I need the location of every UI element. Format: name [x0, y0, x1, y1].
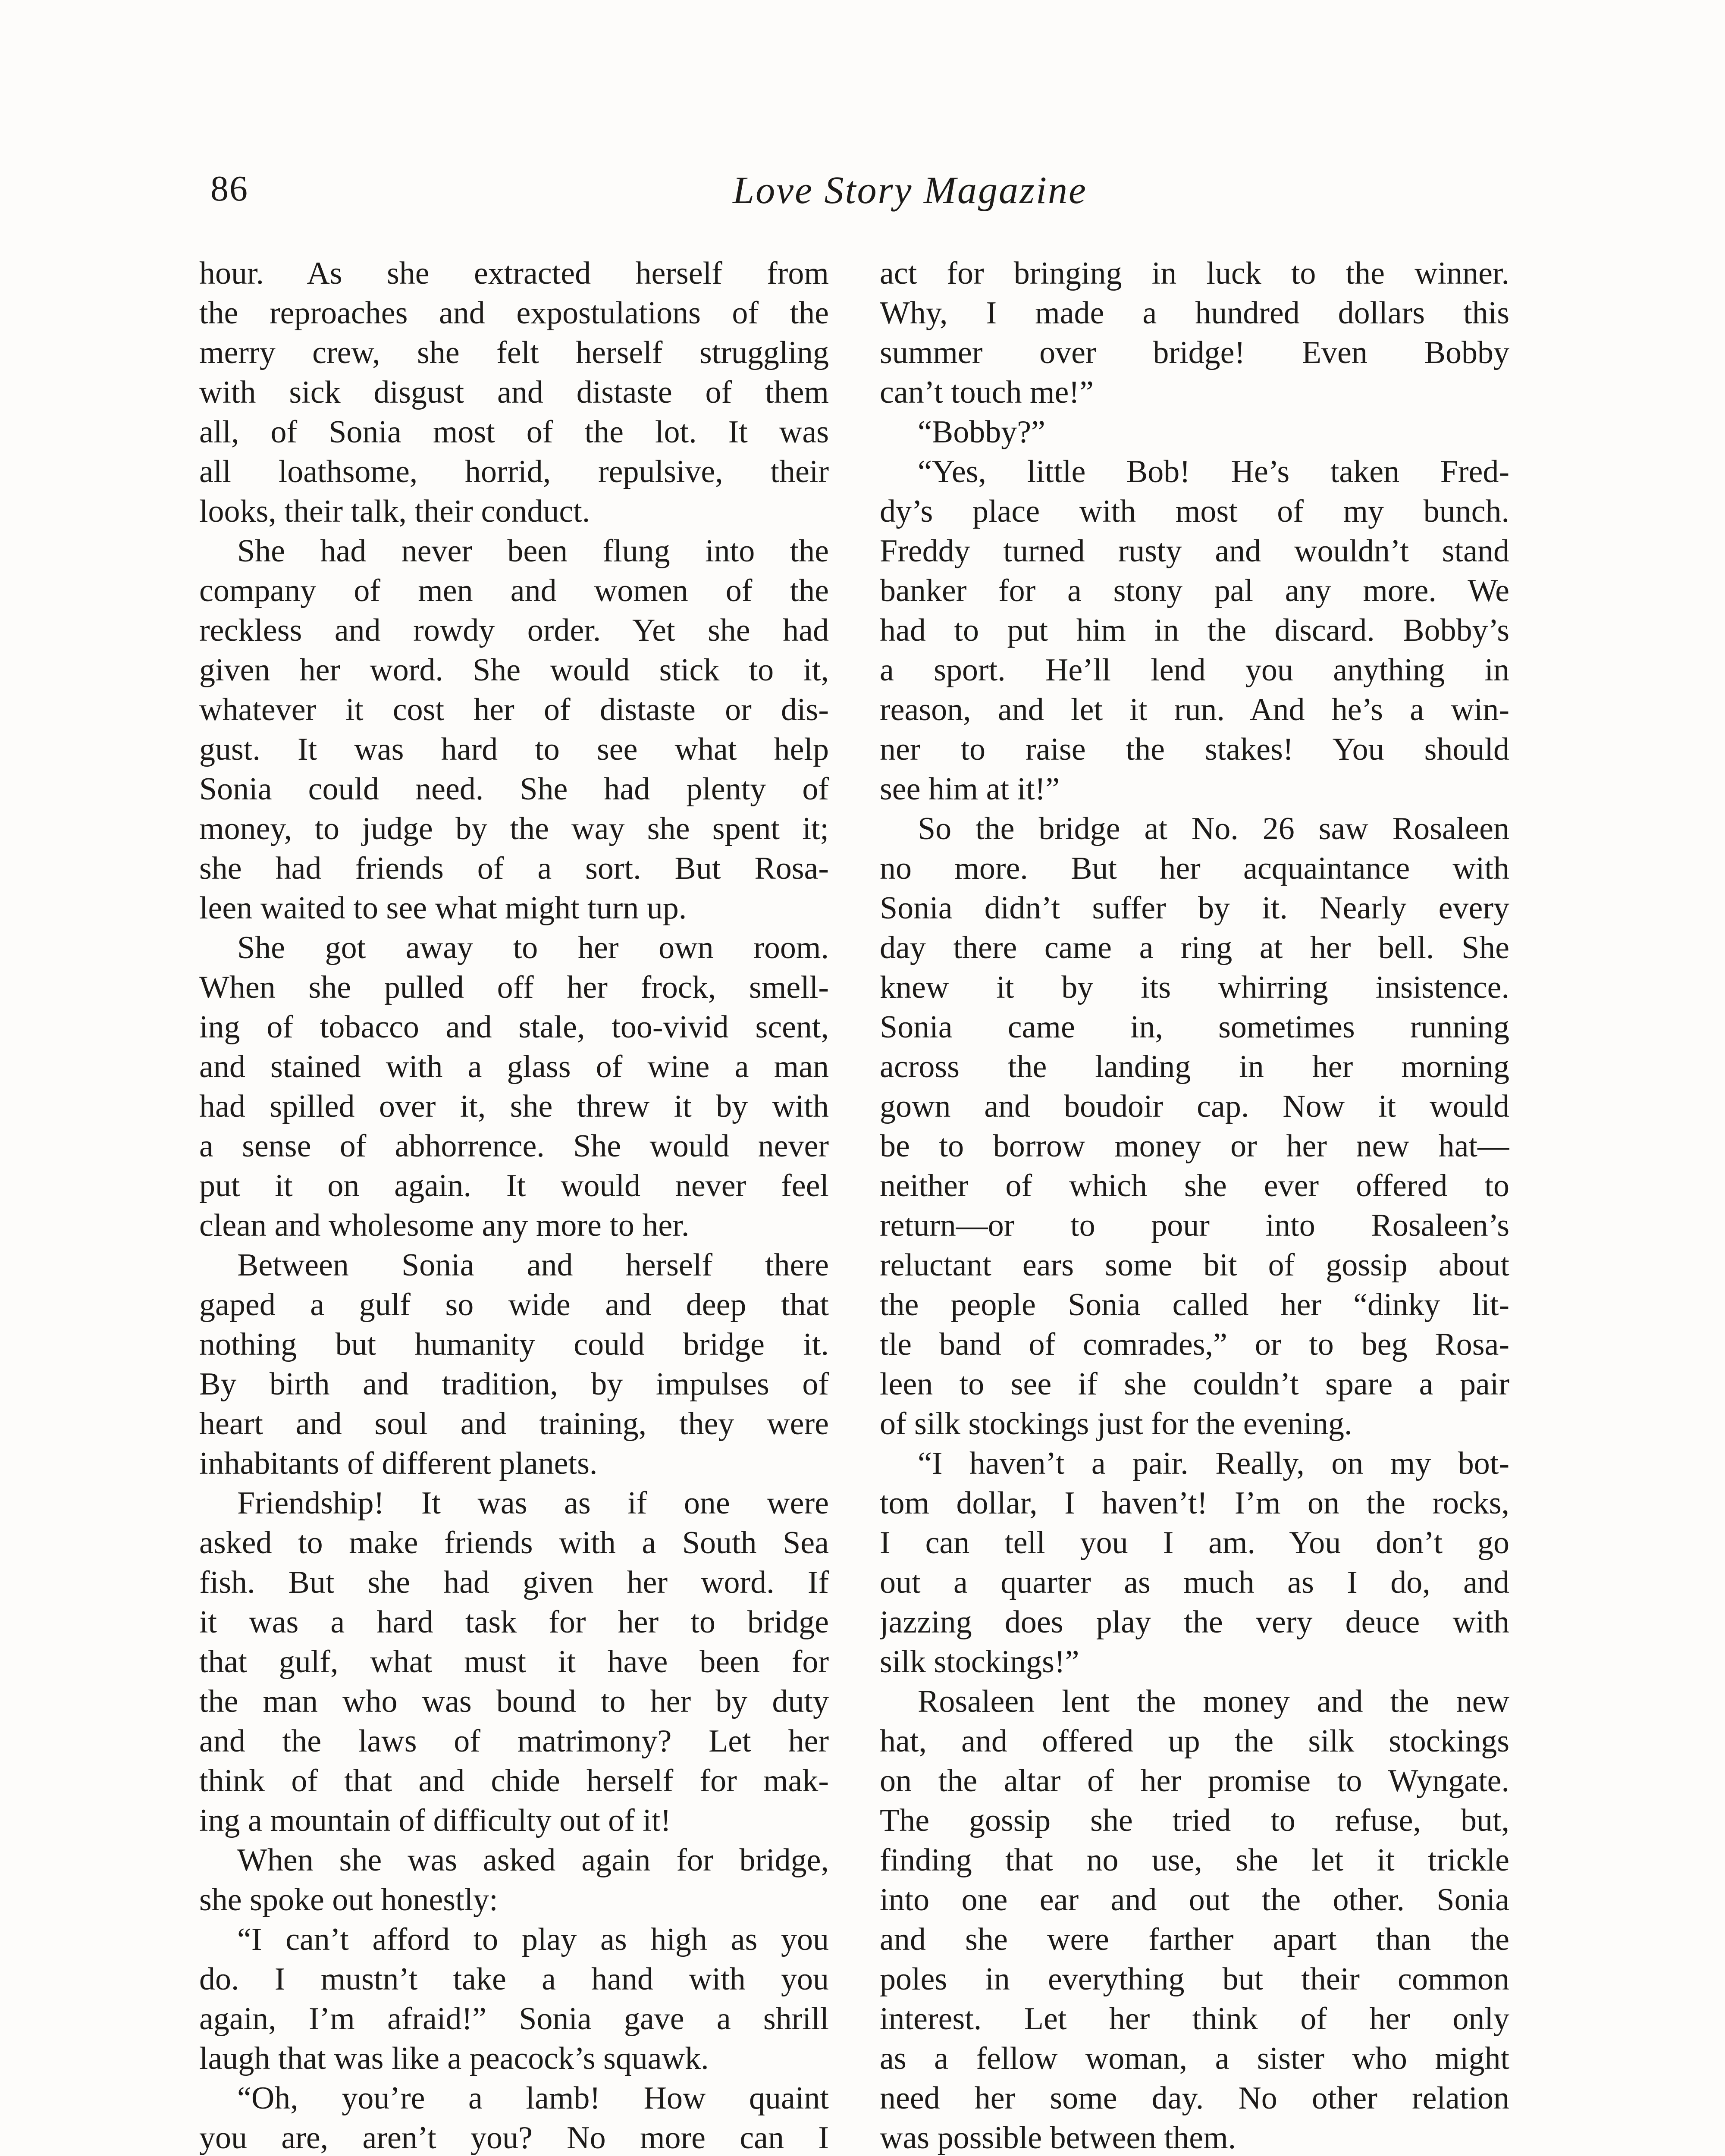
text-line: clean and wholesome any more to her.: [199, 1208, 690, 1243]
text-line: money, to judge by the way she spent it;: [199, 811, 829, 846]
text-line: she had friends of a sort. But Rosa-: [199, 851, 829, 886]
text-line: reckless and rowdy order. Yet she had: [199, 613, 829, 648]
text-line: think of that and chide herself for mak-: [199, 1763, 829, 1799]
text-line: The gossip she tried to refuse, but,: [880, 1803, 1509, 1838]
text-line: ner to raise the stakes! You should: [880, 732, 1509, 767]
text-line: she spoke out honestly:: [199, 1882, 498, 1918]
text-line: and the laws of matrimony? Let her: [199, 1724, 829, 1759]
text-line: Between Sonia and herself there: [237, 1247, 829, 1283]
text-line: gown and boudoir cap. Now it would: [880, 1089, 1509, 1124]
text-line: the people Sonia called her “dinky lit-: [880, 1287, 1509, 1322]
text-line: “Yes, little Bob! He’s taken Fred-: [918, 454, 1509, 489]
text-line: gust. It was hard to see what help: [199, 732, 829, 767]
text-line: “I haven’t a pair. Really, on my bot-: [918, 1446, 1509, 1481]
text-line: banker for a stony pal any more. We: [880, 573, 1509, 608]
text-line: silk stockings!”: [880, 1644, 1079, 1680]
text-line: was possible between them.: [880, 2120, 1236, 2156]
text-line: Sonia didn’t suffer by it. Nearly every: [880, 890, 1509, 926]
text-line: do. I mustn’t take a hand with you: [199, 1962, 829, 1997]
text-line: across the landing in her morning: [880, 1049, 1509, 1084]
text-line: the reproaches and expostulations of the: [199, 295, 829, 331]
text-line: no more. But her acquaintance with: [880, 851, 1509, 886]
text-line: ing a mountain of difficulty out of it!: [199, 1803, 671, 1838]
text-line: “I can’t afford to play as high as you: [237, 1922, 829, 1957]
text-line: leen to see if she couldn’t spare a pair: [880, 1366, 1509, 1402]
text-line: on the altar of her promise to Wyngate.: [880, 1763, 1509, 1799]
text-line: the man who was bound to her by duty: [199, 1684, 829, 1719]
text-line: Sonia came in, sometimes running: [880, 1009, 1509, 1045]
text-line: tle band of comrades,” or to beg Rosa-: [880, 1327, 1509, 1362]
text-line: hour. As she extracted herself from: [199, 256, 829, 291]
text-line: leen waited to see what might turn up.: [199, 890, 687, 926]
text-line: finding that no use, she let it trickle: [880, 1843, 1509, 1878]
text-line: summer over bridge! Even Bobby: [880, 335, 1509, 370]
text-line: “Oh, you’re a lamb! How quaint: [237, 2081, 829, 2116]
text-line: all loathsome, horrid, repulsive, their: [199, 454, 829, 489]
text-line: Sonia could need. She had plenty of: [199, 771, 829, 807]
page-number: 86: [210, 169, 248, 209]
text-line: need her some day. No other relation: [880, 2081, 1509, 2116]
text-line: Rosaleen lent the money and the new: [918, 1684, 1509, 1719]
text-line: looks, their talk, their conduct.: [199, 494, 590, 529]
text-line: I can tell you I am. You don’t go: [880, 1525, 1509, 1561]
running-title: Love Story Magazine: [733, 169, 1087, 212]
text-line: with sick disgust and distaste of them: [199, 375, 829, 410]
text-line: fish. But she had given her word. If: [199, 1565, 829, 1600]
text-line: ing of tobacco and stale, too-vivid scent,: [199, 1009, 829, 1045]
text-line: of silk stockings just for the evening.: [880, 1406, 1352, 1442]
text-line: So the bridge at No. 26 saw Rosaleen: [918, 811, 1509, 846]
text-line: and stained with a glass of wine a man: [199, 1049, 829, 1084]
text-line: merry crew, she felt herself struggling: [199, 335, 829, 370]
text-line: heart and soul and training, they were: [199, 1406, 829, 1442]
text-line: She had never been flung into the: [237, 533, 829, 569]
text-line: as a fellow woman, a sister who might: [880, 2041, 1509, 2076]
text-line: it was a hard task for her to bridge: [199, 1604, 829, 1640]
text-line: dy’s place with most of my bunch.: [880, 494, 1509, 529]
text-line: neither of which she ever offered to: [880, 1168, 1509, 1203]
text-line: inhabitants of different planets.: [199, 1446, 598, 1481]
text-line: given her word. She would stick to it,: [199, 652, 829, 688]
text-line: put it on again. It would never feel: [199, 1168, 829, 1203]
text-line: whatever it cost her of distaste or dis-: [199, 692, 829, 727]
text-line: into one ear and out the other. Sonia: [880, 1882, 1509, 1918]
text-line: When she pulled off her frock, smell-: [199, 970, 829, 1005]
text-line: knew it by its whirring insistence.: [880, 970, 1509, 1005]
text-line: had to put him in the discard. Bobby’s: [880, 613, 1509, 648]
text-line: had spilled over it, she threw it by with: [199, 1089, 829, 1124]
text-line: jazzing does play the very deuce with: [880, 1604, 1509, 1640]
text-line: company of men and women of the: [199, 573, 829, 608]
text-line: see him at it!”: [880, 771, 1060, 807]
text-line: can’t touch me!”: [880, 375, 1094, 410]
text-line: day there came a ring at her bell. She: [880, 930, 1509, 965]
text-line: poles in everything but their common: [880, 1962, 1509, 1997]
text-line: Freddy turned rusty and wouldn’t stand: [880, 533, 1509, 569]
text-line: asked to make friends with a South Sea: [199, 1525, 829, 1561]
text-line: be to borrow money or her new hat—: [880, 1128, 1509, 1164]
text-line: all, of Sonia most of the lot. It was: [199, 414, 829, 450]
text-line: nothing but humanity could bridge it.: [199, 1327, 829, 1362]
text-column-left: [199, 254, 829, 2156]
text-line: reason, and let it run. And he’s a win-: [880, 692, 1509, 727]
text-line: Friendship! It was as if one were: [237, 1485, 829, 1521]
text-column-right: [880, 254, 1509, 2156]
text-line: act for bringing in luck to the winner.: [880, 256, 1509, 291]
text-line: “Bobby?”: [918, 414, 1045, 450]
text-line: return—or to pour into Rosaleen’s: [880, 1208, 1509, 1243]
text-line: and she were farther apart than the: [880, 1922, 1509, 1957]
text-line: hat, and offered up the silk stockings: [880, 1724, 1509, 1759]
text-line: When she was asked again for bridge,: [237, 1843, 829, 1878]
text-line: laugh that was like a peacock’s squawk.: [199, 2041, 709, 2076]
text-line: gaped a gulf so wide and deep that: [199, 1287, 829, 1322]
text-line: a sense of abhorrence. She would never: [199, 1128, 829, 1164]
text-line: out a quarter as much as I do, and: [880, 1565, 1509, 1600]
text-line: again, I’m afraid!” Sonia gave a shrill: [199, 2001, 829, 2037]
text-line: tom dollar, I haven’t! I’m on the rocks,: [880, 1485, 1509, 1521]
text-line: Why, I made a hundred dollars this: [880, 295, 1509, 331]
text-line: a sport. He’ll lend you anything in: [880, 652, 1509, 688]
text-line: reluctant ears some bit of gossip about: [880, 1247, 1509, 1283]
text-line: interest. Let her think of her only: [880, 2001, 1509, 2037]
text-line: that gulf, what must it have been for: [199, 1644, 829, 1680]
text-line: By birth and tradition, by impulses of: [199, 1366, 829, 1402]
text-line: She got away to her own room.: [237, 930, 829, 965]
text-line: you are, aren’t you? No more can I: [199, 2120, 829, 2156]
